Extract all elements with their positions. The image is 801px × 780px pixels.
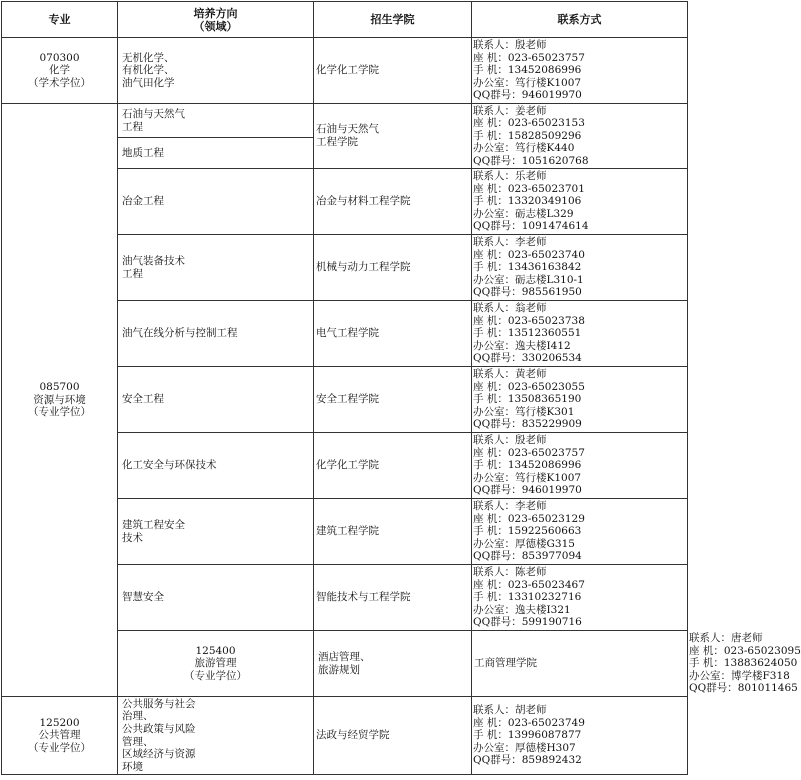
contact-mobile: 手 机：13310232716 (473, 591, 582, 604)
direction-line: 技术 (122, 531, 143, 544)
contact-phone: 座 机：023-65023467 (473, 578, 585, 591)
direction-line: 公共政策与风险 (122, 722, 196, 735)
major-cell (2, 104, 118, 697)
contact-mobile: 手 机：13996087877 (473, 729, 582, 742)
major-name: 旅游管理 (194, 657, 237, 670)
college-cell: 化学化工学院 (314, 38, 472, 104)
admissions-table (1, 1, 801, 775)
contact-cell (472, 38, 688, 104)
major-type: （学术学位） (28, 76, 91, 89)
contact-office: 办公室：厚德楼G315 (473, 537, 575, 550)
contact-phone: 座 机：023-65023757 (473, 446, 585, 459)
contact-mobile: 手 机：13452086996 (473, 459, 582, 472)
contact-qq: QQ群号：599190716 (473, 616, 582, 629)
contact-qq: QQ群号：330206534 (473, 352, 582, 365)
contact-office: 办公室：逸夫楼I321 (473, 603, 571, 616)
direction-line: 油气在线分析与控制工程 (122, 327, 238, 340)
major-name: 资源与环境 (33, 393, 86, 406)
college-cell: 化学化工学院 (314, 433, 472, 499)
contact-person: 联系人：李老师 (473, 500, 547, 513)
direction-line: 公共服务与社会 (122, 697, 196, 710)
direction-line: 区域经济与资源 (122, 748, 196, 761)
major-type: （专业学位） (184, 669, 247, 682)
contact-office: 办公室：笃行楼K1007 (473, 471, 582, 484)
contact-person: 联系人：翁老师 (473, 302, 547, 315)
contact-phone: 座 机：023-65023129 (473, 512, 585, 525)
header-row (2, 2, 688, 38)
major-code: 070300 (39, 51, 80, 64)
table-row (2, 38, 688, 104)
direction-cell (118, 499, 314, 565)
direction-line: 安全工程 (122, 393, 164, 406)
contact-phone: 座 机：023-65023153 (473, 117, 585, 130)
contact-office: 办公室：笃行楼K440 (473, 142, 575, 155)
header-contact: 联系方式 (472, 2, 688, 38)
direction-cell (118, 565, 314, 631)
direction-cell (118, 138, 314, 169)
contact-qq: QQ群号：946019970 (473, 484, 582, 497)
direction-cell (118, 367, 314, 433)
contact-qq: QQ群号：985561950 (473, 286, 582, 299)
contact-person: 联系人：陈老师 (473, 566, 547, 579)
contact-cell (472, 301, 688, 367)
direction-line: 有机化学、 (122, 64, 175, 77)
major-code: 085700 (39, 381, 80, 394)
direction-line: 工程 (122, 120, 143, 133)
major-cell (118, 631, 314, 697)
college-cell (314, 104, 472, 169)
contact-office: 办公室：砺志楼L310-1 (473, 273, 584, 286)
college-cell: 建筑工程学院 (314, 499, 472, 565)
college-cell: 电气工程学院 (314, 301, 472, 367)
header-major: 专业 (2, 2, 118, 38)
direction-line: 管理、 (122, 735, 154, 748)
contact-cell (472, 697, 688, 775)
contact-mobile: 手 机：15828509296 (473, 129, 582, 142)
contact-cell (472, 104, 688, 169)
direction-line: 智慧安全 (122, 591, 164, 604)
direction-cell (118, 169, 314, 235)
direction-cell (118, 697, 314, 775)
direction-line: 冶金工程 (122, 195, 164, 208)
contact-qq: QQ群号：946019970 (473, 89, 582, 102)
major-name: 公共管理 (38, 729, 81, 742)
contact-mobile: 手 机：15922560663 (473, 525, 582, 538)
direction-cell (314, 631, 472, 697)
contact-phone: 座 机：023-65023740 (473, 248, 585, 261)
direction-cell (118, 235, 314, 301)
contact-person: 联系人：乐老师 (473, 170, 547, 183)
direction-line: 旅游规划 (318, 663, 360, 676)
table-row: 125400 旅游管理 （专业学位） 酒店管理、 旅游规划 工商管理学院 联系人：唐老师 座 机：023-65023095 手 机：13883624050 办公室：博学楼F318 QQ群号：801011465 (2, 631, 688, 697)
direction-line: 地质工程 (122, 146, 164, 159)
direction-line: 酒店管理、 (318, 650, 371, 663)
contact-person: 联系人：殷老师 (473, 434, 547, 447)
contact-mobile: 手 机：13320349106 (473, 195, 582, 208)
contact-qq: QQ群号：859892432 (473, 754, 582, 767)
contact-cell (472, 169, 688, 235)
college-cell: 冶金与材料工程学院 (314, 169, 472, 235)
header-direction-line1: 培养方向 (193, 6, 238, 20)
direction-line: 建筑工程安全 (122, 518, 185, 531)
contact-mobile: 手 机：13512360551 (473, 327, 582, 340)
direction-cell (118, 38, 314, 104)
contact-office: 办公室：砺志楼L329 (473, 207, 574, 220)
college-cell: 法政与经贸学院 (314, 697, 472, 775)
college-line: 工程学院 (316, 136, 358, 148)
major-type: （专业学位） (28, 406, 91, 419)
contact-mobile: 手 机：13436163842 (473, 261, 582, 274)
contact-cell (472, 499, 688, 565)
table-row (2, 697, 688, 775)
college-cell: 工商管理学院 (472, 631, 688, 697)
direction-line: 工程 (122, 267, 143, 280)
contact-cell (472, 235, 688, 301)
college-cell: 机械与动力工程学院 (314, 235, 472, 301)
header-direction (118, 2, 314, 38)
college-line: 石油与天然气 (316, 123, 379, 136)
major-type: （专业学位） (28, 741, 91, 754)
contact-person: 联系人：胡老师 (473, 704, 547, 717)
major-code: 125400 (195, 644, 236, 657)
major-cell (2, 38, 118, 104)
direction-cell (118, 104, 314, 138)
direction-line: 石油与天然气 (122, 107, 185, 120)
contact-office: 办公室：笃行楼K301 (473, 405, 575, 418)
contact-qq: QQ群号：835229909 (473, 418, 582, 431)
contact-person: 联系人：李老师 (473, 236, 547, 249)
contact-phone: 座 机：023-65023738 (473, 314, 585, 327)
contact-qq: QQ群号：853977094 (473, 550, 582, 563)
direction-line: 化工安全与环保技术 (122, 459, 217, 472)
contact-office: 办公室：厚德楼H307 (473, 741, 576, 754)
contact-office: 办公室：逸夫楼I412 (473, 339, 571, 352)
major-name: 化学 (49, 64, 70, 77)
contact-qq: QQ群号：1091474614 (473, 220, 589, 233)
contact-mobile: 手 机：13452086996 (473, 64, 582, 77)
contact-person: 联系人：黄老师 (473, 368, 547, 381)
contact-phone: 座 机：023-65023749 (473, 716, 585, 729)
direction-line: 油气装备技术 (122, 254, 185, 267)
contact-mobile: 手 机：13508365190 (473, 393, 582, 406)
header-college: 招生学院 (314, 2, 472, 38)
college-cell: 智能技术与工程学院 (314, 565, 472, 631)
direction-cell (118, 433, 314, 499)
contact-office: 办公室：笃行楼K1007 (473, 76, 582, 89)
contact-cell (472, 565, 688, 631)
direction-line: 环境 (122, 760, 143, 773)
direction-line: 治理、 (122, 710, 154, 723)
contact-qq: QQ群号：1051620768 (473, 154, 589, 167)
direction-line: 油气田化学 (122, 76, 175, 89)
major-cell (2, 697, 118, 775)
contact-phone: 座 机：023-65023055 (473, 380, 585, 393)
direction-line: 无机化学、 (122, 51, 175, 64)
table-row (2, 104, 688, 138)
header-direction-line2: （领域） (193, 19, 238, 33)
contact-person: 联系人：姜老师 (473, 104, 547, 117)
contact-phone: 座 机：023-65023701 (473, 182, 585, 195)
contact-person: 联系人：殷老师 (473, 39, 547, 52)
contact-cell (472, 367, 688, 433)
direction-cell (118, 301, 314, 367)
contact-cell (472, 433, 688, 499)
college-cell: 安全工程学院 (314, 367, 472, 433)
contact-phone: 座 机：023-65023757 (473, 51, 585, 64)
major-code: 125200 (39, 716, 80, 729)
